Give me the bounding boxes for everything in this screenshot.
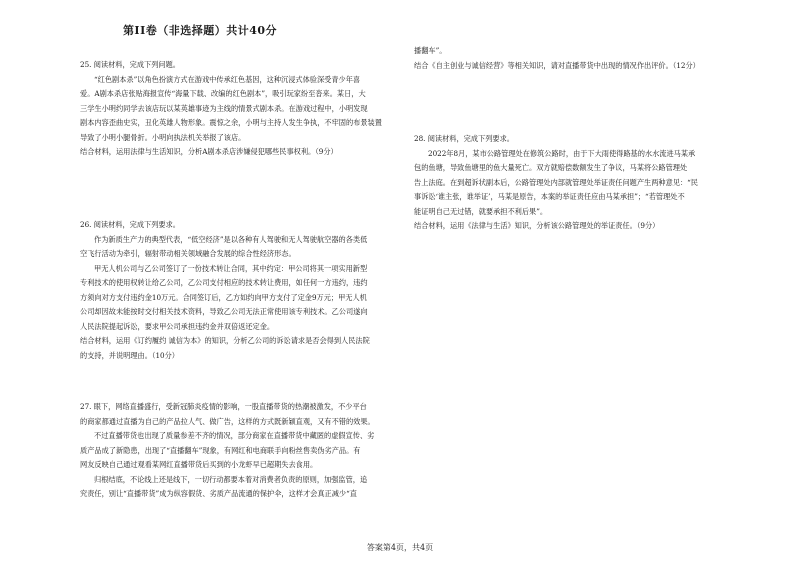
q28-line: 28. 阅读材料，完成下列要求。 (414, 134, 514, 143)
q28-line: 结合材料，运用《法律与生活》知识，分析该公路管理处的举证责任。（9分） (414, 221, 660, 230)
q25-line: 三学生小明约同学去该店玩以某英雄事迹为主线的情景式剧本杀。在游戏过程中，小明发现 (80, 103, 368, 113)
page-footer: 答案第4页，共4页 (366, 543, 434, 552)
q27-line: 27. 眼下，网络直播盛行，受新冠肺炎疫情的影响，一股直播带货的热潮被激发，不少平台 (80, 402, 367, 411)
q26-line: 方须向对方支付违约金10万元。合同签订后，乙方如约向甲方支付了定金9万元；甲无人机 (80, 292, 367, 302)
q28-line: 事诉讼‘谁主张，谁举证’，马某是原告，本案的举证责任应由马某承担”；“若管理处不 (414, 192, 685, 201)
q26-line: 作为新质生产力的典型代表，“低空经济”是以各种有人驾驶和无人驾驶航空器的各类低 (94, 234, 368, 244)
q27-line: 归根结底，不论线上还是线下，一切行动都要本着对消费者负责的原则，加强监管，追 (94, 474, 368, 484)
question-27-continued (414, 44, 720, 73)
q26-line: 空飞行活动为牵引，辐射带动相关领域融合发展的综合性经济形态。 (80, 249, 296, 258)
q25-line: 25. 阅读材料，完成下列问题。 (80, 60, 180, 69)
q28-line: 能证明自己无过错，就要承担不利后果”。 (414, 206, 548, 216)
q26-line: 人民法院提起诉讼，要求甲公司承担违约金并双倍返还定金。 (80, 321, 275, 331)
q26-line: 的支持，并说明理由。（10分） (80, 350, 179, 360)
q28-line: 2022年8月，某市公路管理处在修筑公路时，由于下大雨使得路基的水水流进马某承 (428, 148, 696, 158)
q27-line: 质产品成了新隐患，出现了“直播翻车”现象，有网红和电商联手向粉丝售卖伪劣产品。有 (80, 445, 361, 455)
q27-line: 网友反映自己通过观看某网红直播带货后买到的小龙虾早已超期失去食用。 (80, 460, 318, 469)
q27-line: 的商家都通过直播为自己的产品拉人气、做广告，这样的方式既新颖直观，又有不错的效果。 (80, 416, 375, 426)
q27-line: 不过直播带货也出现了质量参差不齐的情况，部分商家在直播带货中藏匿的虚假宣传、劣 (94, 431, 375, 440)
q28-line: 告上法庭。在到超诉状副本后，公路管理处内部就管理处举证责任问题产生两种意见：“民 (414, 177, 698, 187)
question-27 (80, 400, 398, 502)
q27-cont-line: 结合《自主创业与诚信经营》等相关知识，请对直播带货中出现的情况作出评价。（12分） (414, 60, 700, 70)
q26-line: 公司却因故未能按时交付相关技术资料，导致乙公司无法正常使用该专利技术。乙公司遂向 (80, 307, 368, 316)
q25-line: 剧本内容歪曲史实，丑化英雄人物形象。震惊之余，小明与主持人发生争执，不牢固的布景装置 (80, 118, 382, 127)
q26-line: 专利技术的使用权转让给乙公司，乙公司支付相应的技术转让费用，如任何一方违约，违约 (80, 278, 368, 287)
question-26 (80, 218, 398, 363)
q26-line: 甲无人机公司与乙公司签订了一份技术转让合同，其中约定：甲公司将其一项实用新型 (94, 263, 368, 273)
q25-line: 爱。A剧本杀店张贴海报宣传“海量下载、改编的红色剧本”，吸引玩家纷至沓来。某日，大 (80, 89, 366, 98)
q27-cont-line: 播翻车”。 (414, 46, 447, 55)
q28-line: 包的鱼塘，导致鱼塘里的鱼大量死亡。双方就赔偿数额发生了争议，马某将公路管理处 (414, 163, 688, 172)
question-25 (80, 58, 398, 160)
q26-line: 结合材料，运用《订约履约 诚信为本》的知识，分析乙公司的诉讼请求是否会得到人民法院 (80, 336, 370, 345)
q27-line: 究责任，别让“直播带货”成为纵容假货、劣质产品流通的保护伞，这样才会真正减少“直 (80, 489, 357, 498)
q25-line: “红色剧本杀”以角色扮演方式在游戏中传承红色基因，这种沉浸式体验深受青少年喜 (94, 74, 361, 84)
section-title: 第II卷（非选择题）共计40分 (122, 24, 278, 37)
q26-line: 26. 阅读材料，完成下列要求。 (80, 220, 180, 229)
q25-line: 导致了小明小腿骨折。小明向执法机关举报了该店。 (80, 132, 246, 142)
q25-line: 结合材料，运用法律与生活知识，分析A剧本杀店涉嫌侵犯哪些民事权利。（9分） (80, 147, 338, 156)
question-28 (414, 132, 720, 234)
